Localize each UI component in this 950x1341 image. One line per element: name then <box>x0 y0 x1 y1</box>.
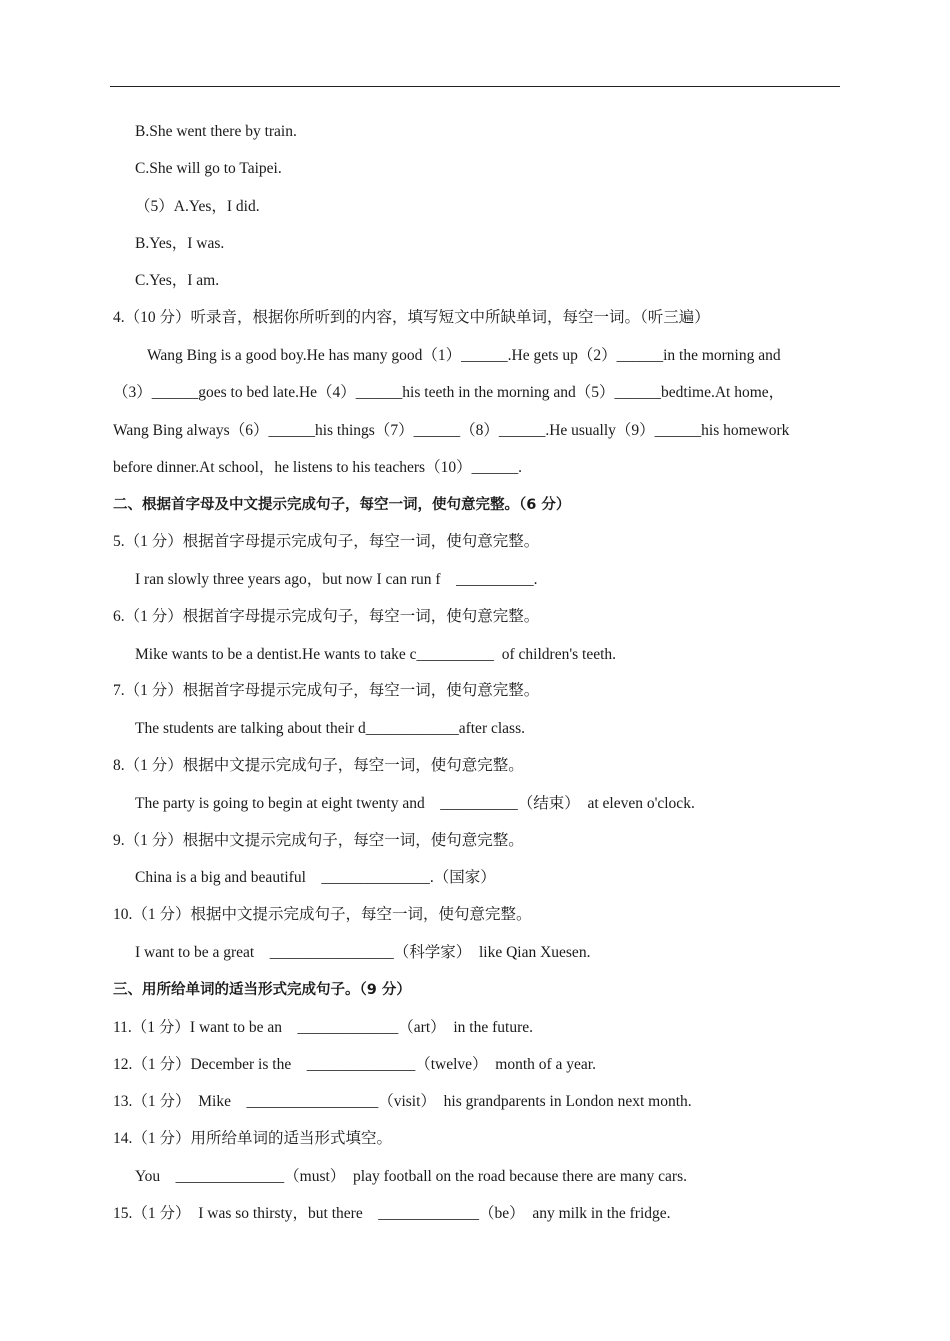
q3-option-c: C.She will go to Taipei. <box>135 160 282 177</box>
section-3-title: 三、用所给单词的适当形式完成句子。（9 分） <box>113 982 411 998</box>
q4-passage-line-3: Wang Bing always（6）______his things（7）______（8）______.He usually（9）______his homework <box>113 422 790 439</box>
q12-sentence: 12.（1 分）December is the ______________（twelve） month of a year. <box>113 1056 596 1073</box>
q8-sentence: The party is going to begin at eight twenty and __________（结束） at eleven o'clock. <box>135 795 695 812</box>
q10-sentence: I want to be a great ________________（科学家） like Qian Xuesen. <box>135 944 591 961</box>
q5-sentence: I ran slowly three years ago，but now I can run f __________. <box>135 571 538 588</box>
q9-header: 9.（1 分）根据中文提示完成句子，每空一词，使句意完整。 <box>113 832 524 849</box>
q3-5-option-b: B.Yes，I was. <box>135 235 225 252</box>
q4-passage-line-1: Wang Bing is a good boy.He has many good（1）______.He gets up（2）______in the morning and <box>147 347 781 364</box>
q15-sentence: 15.（1 分） I was so thirsty，but there _____________（be） any milk in the fridge. <box>113 1205 671 1222</box>
q4-header: 4.（10 分）听录音，根据你所听到的内容，填写短文中所缺单词，每空一词。（听三遍） <box>113 309 710 326</box>
q6-sentence: Mike wants to be a dentist.He wants to take c__________ of children's teeth. <box>135 646 617 663</box>
q3-5-option-c: C.Yes，I am. <box>135 272 220 289</box>
header-rule <box>110 86 840 87</box>
q7-sentence: The students are talking about their d____________after class. <box>135 720 525 737</box>
q5-header: 5.（1 分）根据首字母提示完成句子，每空一词，使句意完整。 <box>113 533 540 550</box>
q14-header: 14.（1 分）用所给单词的适当形式填空。 <box>113 1130 393 1147</box>
q4-passage-line-2: （3）______goes to bed late.He（4）______his teeth in the morning and（5）______bedtime.At home， <box>113 384 785 401</box>
q13-sentence: 13.（1 分） Mike _________________（visit） his grandparents in London next month. <box>113 1093 692 1110</box>
q7-header: 7.（1 分）根据首字母提示完成句子，每空一词，使句意完整。 <box>113 682 540 699</box>
q14-sentence: You ______________（must） play football on the road because there are many cars. <box>135 1168 687 1185</box>
q4-passage-line-4: before dinner.At school，he listens to his teachers（10）______. <box>113 459 522 476</box>
q8-header: 8.（1 分）根据中文提示完成句子，每空一词，使句意完整。 <box>113 757 524 774</box>
section-2-title: 二、根据首字母及中文提示完成句子，每空一词，使句意完整。（6 分） <box>113 497 571 513</box>
q11-sentence: 11.（1 分）I want to be an _____________（art） in the future. <box>113 1019 534 1036</box>
q6-header: 6.（1 分）根据首字母提示完成句子，每空一词，使句意完整。 <box>113 608 540 625</box>
q3-5-option-a: （5）A.Yes，I did. <box>135 198 260 215</box>
q10-header: 10.（1 分）根据中文提示完成句子，每空一词，使句意完整。 <box>113 906 532 923</box>
q3-option-b: B.She went there by train. <box>135 123 297 140</box>
q9-sentence: China is a big and beautiful ______________.（国家） <box>135 869 496 886</box>
